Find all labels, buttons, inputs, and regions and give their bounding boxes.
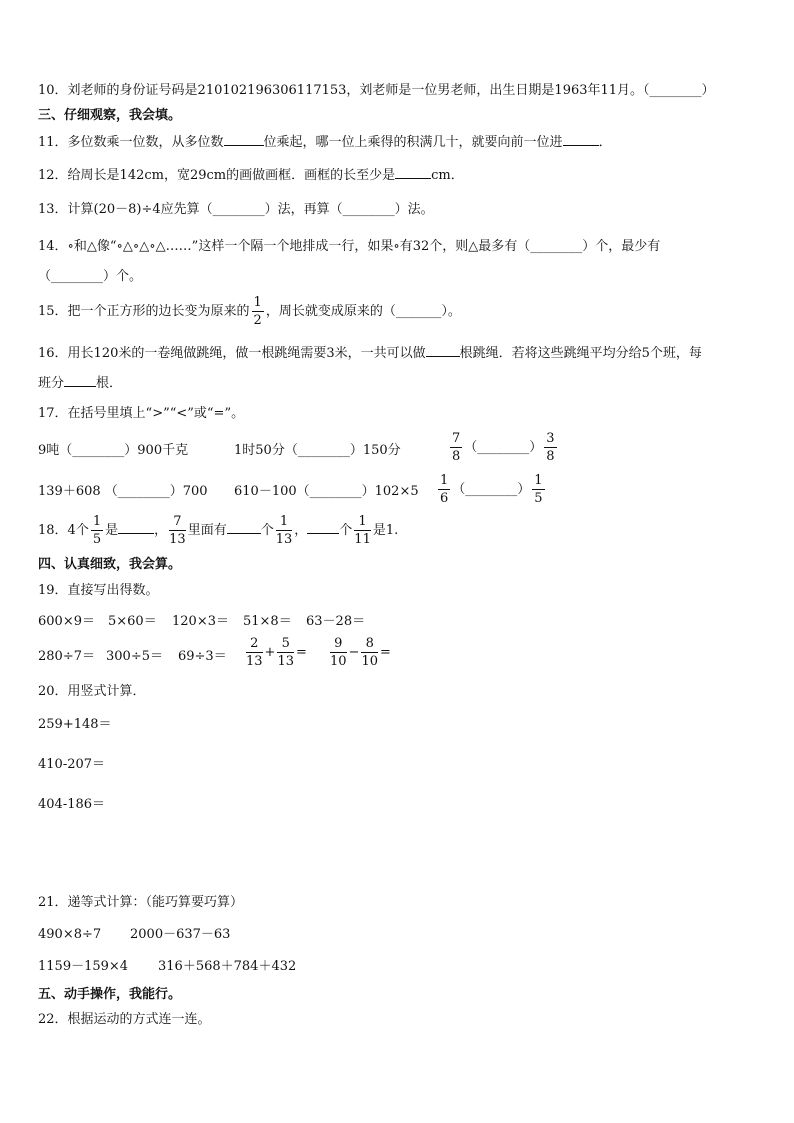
q19-fraction-sum: $\frac{2}{13}$ + $\frac{5}{13}$ =	[246, 636, 307, 669]
q19-item: 600×9＝	[38, 614, 95, 629]
q19-item: 300÷5＝	[106, 649, 163, 664]
section-3-heading: 三、仔细观察，我会填。	[38, 108, 182, 123]
answer-blank[interactable]	[118, 521, 154, 534]
question-19: 19．直接写出得数。	[38, 583, 159, 598]
q21-item: 2000－637－63	[130, 927, 231, 942]
fraction: $\frac{5}{13}$	[277, 636, 294, 669]
question-21: 21．递等式计算：（能巧算要巧算）	[38, 895, 244, 910]
question-18: 18．4个 $\frac{1}{5}$ 是 ， $\frac{7}{13}$ 里面有 个 $\frac{1}{13}$ ， 个 $\frac{1}{11}$ 是1.	[38, 514, 399, 547]
q15-text-b: ，周长就变成原来的（_______）。	[265, 304, 461, 319]
q17-r1-c3	[448, 432, 559, 463]
q16-text-c: 班分	[38, 376, 65, 391]
answer-blank[interactable]	[227, 521, 261, 534]
q19-item: 280÷7＝	[38, 649, 95, 664]
q21-item: 1159－159×4	[38, 959, 129, 974]
section-5-heading: 五、动手操作，我能行。	[38, 987, 182, 1002]
section-4-heading: 四、认真细致，我会算。	[38, 557, 182, 572]
question-14-line1: 14．∘和△像“∘△∘△∘△……”这样一个隔一个地排成一行，如果∘有32个，则△最多有（________）个，最少有	[38, 239, 661, 254]
fraction: $\frac{7}{13}$	[169, 514, 186, 547]
answer-blank[interactable]	[307, 521, 339, 534]
compare-blank[interactable]: （________）	[464, 440, 543, 455]
question-15	[38, 296, 461, 327]
question-22: 22．根据运动的方式连一连。	[38, 1012, 211, 1027]
fraction: $\frac{8}{10}$	[361, 636, 378, 669]
q17-r1-c1: 9吨（________）900千克	[38, 443, 189, 458]
fraction: $\frac{7}{8}$	[452, 431, 461, 464]
q16-text-b: 根跳绳．若将这些跳绳平均分给5个班，每	[459, 346, 702, 361]
fraction: $\frac{1}{6}$	[440, 473, 449, 506]
q19-item: 5×60＝	[108, 614, 157, 629]
q21-item: 490×8÷7	[38, 927, 102, 942]
q19-item: 63－28＝	[306, 614, 366, 629]
question-17: 17．在括号里填上“>”“<”或“=”。	[38, 406, 245, 421]
q12-text-b: cm．	[431, 168, 464, 183]
compare-blank[interactable]: （________）	[452, 482, 531, 497]
q11-text-c: ．	[598, 135, 612, 150]
question-16-line1	[38, 344, 702, 363]
q20-item: 410-207＝	[38, 757, 106, 772]
q20-item: 404-186＝	[38, 797, 106, 812]
q17-r2-c2: 610－100（________）102×5	[234, 484, 419, 499]
fraction: $\frac{1}{2}$	[253, 295, 262, 328]
question-14-line2: （________）个。	[38, 269, 143, 284]
q15-text-a: 15．把一个正方形的边长变为原来的	[38, 304, 250, 319]
fraction: $\frac{3}{8}$	[546, 431, 555, 464]
q19-fraction-diff: $\frac{9}{10}$ − $\frac{8}{10}$ =	[330, 636, 391, 669]
fraction: $\frac{9}{10}$	[330, 636, 347, 669]
fraction: $\frac{1}{5}$	[92, 514, 102, 547]
q21-item: 316＋568＋784＋432	[158, 959, 297, 974]
q17-r2-c3	[436, 474, 547, 505]
q19-item: 120×3＝	[172, 614, 229, 629]
question-12	[38, 166, 464, 185]
question-13: 13．计算(20－8)÷4应先算（________）法，再算（________）法。	[38, 202, 434, 217]
question-11	[38, 133, 612, 152]
q12-text-a: 12．给周长是142cm，宽29cm的画做画框．画框的长至少是	[38, 168, 396, 183]
answer-blank[interactable]	[563, 133, 599, 146]
fraction: $\frac{1}{5}$	[534, 473, 543, 506]
answer-blank[interactable]	[224, 133, 264, 146]
q19-item: 51×8＝	[243, 614, 292, 629]
fraction: $\frac{1}{11}$	[354, 514, 371, 547]
fraction: $\frac{1}{13}$	[275, 514, 293, 547]
question-20: 20．用竖式计算．	[38, 684, 146, 699]
q17-r2-c1: 139＋608 （________）700	[38, 484, 208, 499]
q11-text-a: 11．多位数乘一位数，从多位数	[38, 135, 224, 150]
question-10: 10．刘老师的身份证号码是210102196306117153，刘老师是一位男老师，出生日期是1963年11月。（________）	[38, 83, 715, 98]
fraction: $\frac{2}{13}$	[246, 636, 263, 669]
q16-text-d: 根．	[96, 376, 123, 391]
answer-blank[interactable]	[395, 166, 431, 179]
q11-text-b: 位乘起，哪一位上乘得的积满几十，就要向前一位进	[263, 135, 563, 150]
answer-blank[interactable]	[64, 374, 96, 387]
answer-blank[interactable]	[426, 344, 460, 357]
q20-item: 259+148＝	[38, 717, 112, 732]
question-16-line2	[38, 374, 122, 393]
q19-item: 69÷3＝	[178, 649, 227, 664]
q17-r1-c2: 1时50分（________）150分	[234, 443, 401, 458]
q16-text-a: 16．用长120米的一卷绳做跳绳，做一根跳绳需要3米，一共可以做	[38, 346, 426, 361]
